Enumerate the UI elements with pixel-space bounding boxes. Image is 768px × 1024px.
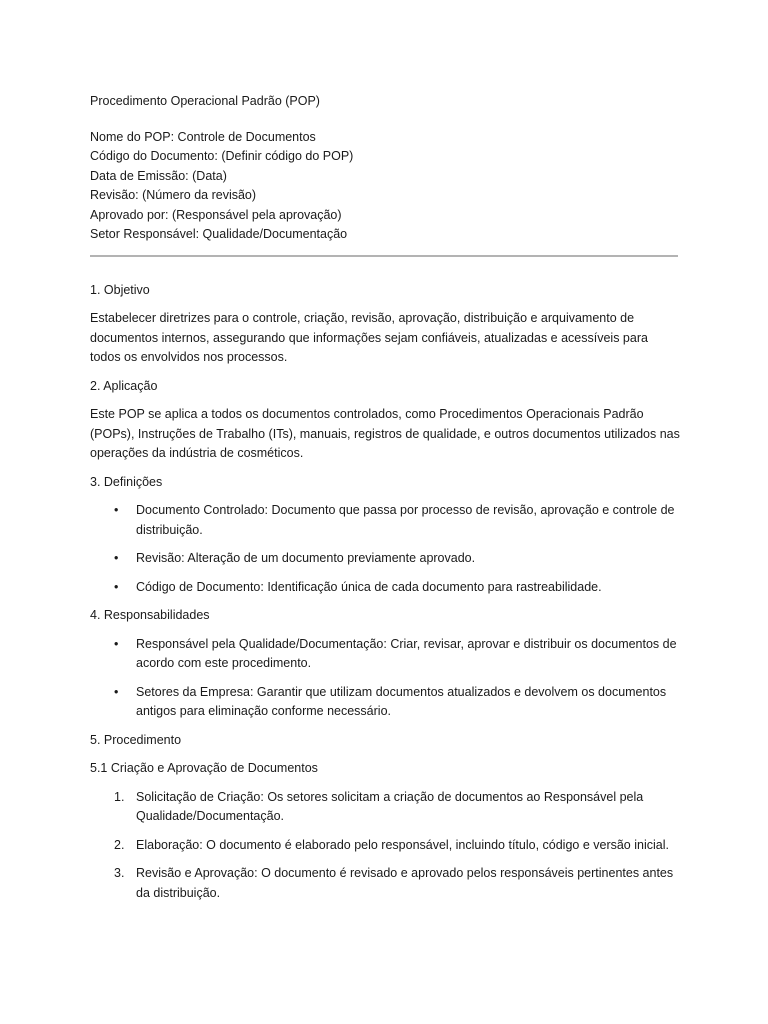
responsibility-text: Responsável pela Qualidade/Documentação: Criar, revisar, aprovar e distribuir os documentos de acordo com este procedimento. <box>136 636 677 670</box>
meta-pop-name: Nome do POP: Controle de Documentos <box>90 129 316 144</box>
bullet-icon: • <box>114 684 119 699</box>
meta-responsible-sector: Setor Responsável: Qualidade/Documentação <box>90 227 348 241</box>
section-heading-aplicacao: 2. Aplicação <box>90 378 158 393</box>
definitions-list <box>90 501 680 597</box>
list-item <box>90 549 680 569</box>
step-number: 1. <box>114 789 125 804</box>
meta-document-code: Código do Documento: (Definir código do POP) <box>90 149 354 163</box>
bullet-icon: • <box>114 551 119 565</box>
definition-text: Código de Documento: Identificação única de cada documento para rastreabilidade. <box>136 579 602 594</box>
step-text: Revisão e Aprovação: O documento é revisado e aprovado pelos responsáveis pertinentes antes da distribuição. <box>136 866 674 900</box>
section-text-aplicacao: Este POP se aplica a todos os documentos controlados, como Procedimentos Operacionais Padrão (POPs), Instruções de Trabalho (ITs), manuais, registros de qualidade, e outros documentos utilizados nas operações da indústria de cosméticos. <box>90 407 680 460</box>
definition-text: Documento Controlado: Documento que passa por processo de revisão, aprovação e controle de distribuição. <box>136 503 675 537</box>
list-item <box>90 788 680 827</box>
horizontal-divider <box>90 255 678 257</box>
document-metadata <box>90 128 680 245</box>
section-heading-objetivo: 1. Objetivo <box>90 282 150 297</box>
list-item <box>90 836 680 856</box>
section-text-objetivo: Estabelecer diretrizes para o controle, criação, revisão, aprovação, distribuição e arquivamento de documentos internos, assegurando que informações sejam confiáveis, atualizadas e acessíveis para todos os envolvidos nos processos. <box>90 311 648 364</box>
responsibility-text: Setores da Empresa: Garantir que utilizam documentos atualizados e devolvem os documentos antigos para eliminação conforme necessário. <box>136 684 667 718</box>
subsection-heading-criacao: 5.1 Criação e Aprovação de Documentos <box>90 761 318 775</box>
meta-revision: Revisão: (Número da revisão) <box>90 188 257 202</box>
meta-approved-by: Aprovado por: (Responsável pela aprovação) <box>90 207 342 222</box>
list-item <box>90 864 680 903</box>
bullet-icon: • <box>114 579 119 594</box>
step-text: Solicitação de Criação: Os setores solicitam a criação de documentos ao Responsável pela Qualidade/Documentação. <box>136 789 644 823</box>
list-item <box>90 578 680 598</box>
step-number: 2. <box>114 837 125 852</box>
definition-text: Revisão: Alteração de um documento previamente aprovado. <box>136 551 476 565</box>
list-item <box>90 683 680 722</box>
responsibilities-list <box>90 635 680 722</box>
meta-issue-date: Data de Emissão: (Data) <box>90 168 227 183</box>
list-item <box>90 501 680 540</box>
document-page <box>90 92 680 912</box>
section-heading-definicoes: 3. Definições <box>90 474 163 489</box>
procedure-steps-list <box>90 788 680 904</box>
bullet-icon: • <box>114 503 119 517</box>
step-number: 3. <box>114 866 125 880</box>
section-heading-procedimento: 5. Procedimento <box>90 732 182 747</box>
list-item <box>90 635 680 674</box>
bullet-icon: • <box>114 636 119 651</box>
section-heading-responsabilidades: 4. Responsabilidades <box>90 608 210 622</box>
document-title: Procedimento Operacional Padrão (POP) <box>90 94 320 108</box>
step-text: Elaboração: O documento é elaborado pelo responsável, incluindo título, código e versão inicial. <box>136 837 669 852</box>
